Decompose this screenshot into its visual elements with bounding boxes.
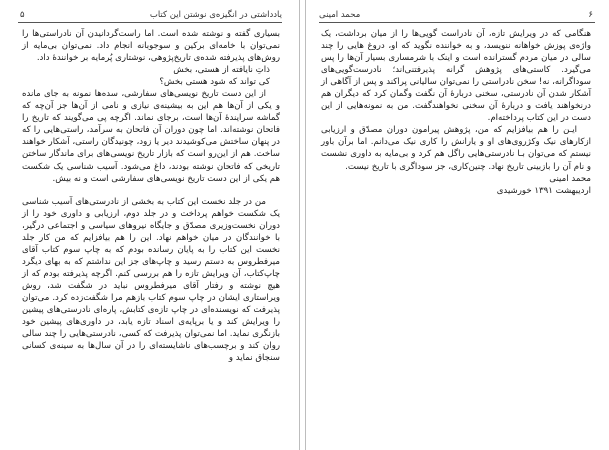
right-header-rule [319, 22, 595, 23]
paragraph: ایـن را هم بیافزایم که من، پژوهش پیرامون دوران مصدّق و ارزیابی ازکارهای نیک وکژروی‌های او و یارانش را کاری نیک می‌دانم. اما برآن باور نیستم که می‌توان بـا نادرستی‌هایی راگل هم کرد و بی‌مایه به داوری نشست و نام آن را بازبینی تاریخ نهاد. چنین‌کاری، جز سوداگری با تاریخ نیست. [321, 125, 591, 172]
verse-line: ذاتِ نایافته از هستی، بخش [173, 65, 270, 76]
right-page [305, 0, 609, 450]
paragraph: بسیاری گفته و نوشته شده است. اما راست‌گردانیدن آن نادراستی‌ها را نمی‌توان با خامه‌ای برکین و سوجوبانه انجام داد. نمی‌توان بی‌مایه از روش‌های پذیرفته شده‌ی تاریخ‌پژوهی، نوشتاری پُرمایه بر خوانندهٔ داد. [22, 29, 280, 64]
gutter-line-left [299, 0, 300, 450]
left-page [0, 0, 300, 450]
paragraph: من در جلد نخست این کتاب به بخشی از نادرستی‌های آسیب شناسی یک شکست خواهم پرداخت و در جلد دوم، ارزیابی و داوری خود را از دوران نخست‌وزیری مصدّق و جایگاه نیروهای سیاسی و اجتماعی درگیر، با خوانندگان در میان خواهم نهاد. این را هم بیافزایم که من کار جلد نخست این کتاب را به پایان رسانده بودم که به چاپ سوم کتاب آقای میرفطروس به دستم رسید و چاپ‌های جز این نداشتم که به بهای دیگرد چاپ‌کتاب، آن ویرایش تازه را هم بررسی کنم. اگرچه پذیرفته بودم که از هیچ نوشته و رفتار آقای میرفطروس نباید در شگفت شد، روش ویراستاری ایشان در چاپ سوم کتاب بازهم مرا شگفت‌زده کرد. می‌توان پذیرفت که نویسنده‌ای در چاپ تازه‌ی کتابش، پاره‌ای نادرستی‌های پیشین را ویرایش کند و یا برپایه‌ی اسناد تازه یابد، در داوری‌های پیشین خود بازنگری نماید. اما نمی‌توان پذیرفت که کسی، نادرستی‌هایی را چند سالی روان کند و برچسب‌های ناشایسته‌ای را در آن سال‌ها به سینه‌ی کسانی سنجاق نماید و [22, 196, 280, 364]
right-page-number: ۶ [588, 10, 593, 20]
right-page-body [321, 28, 591, 197]
left-header-rule [18, 22, 282, 23]
left-running-head: یادداشتی در انگیزه‌ی نوشتن این کتاب [149, 10, 282, 20]
left-page-number: ۵ [20, 10, 25, 20]
right-running-head: محمد امینی [319, 10, 361, 20]
verse-line: کی تواند که شود هستی بخش؟ [159, 77, 270, 88]
left-page-body [22, 28, 280, 364]
signature-date: اردیبهشت ۱۳۹۱ خورشیدی [496, 185, 591, 196]
paragraph: از این دست تاریخ نویسی‌های سفارشی، سده‌ها نمونه به جای مانده و یکی از آن‌ها هم این به بیشینه‌ی نیازی و نامی از آن‌ها جز آن‌چه که گماشه سرایندهٔ آن‌ها است، برجای نماند. اگرچه پی می‌گویند که تاریخ را فاتحان نوشته‌اند. اما چون دوران آن فاتحان به سرآمد، راستی‌هایی را که در پنهان ساختش می‌کوشیدند دیر یا زود، چونیدگان راستی، آشکار خواهند ساخت. هم از این‌رو است که بازار تاریخ نویسی‌های برای ماندگار ساختن تاریخی که فاتحان نوشته بودند، داغ می‌شود. آسیب شناسی یک شکست هم یکی از این دست تاریخ نویسی‌های سفارشی است و نه بیش. [22, 89, 280, 184]
author-signature: محمد امینی [549, 173, 591, 184]
paragraph: هنگامی که در ویرایش تازه، آن نادراست گویی‌ها را از میان برداشت، یک واژه‌ی پوزش خواهانه ننویسد، و به خواننده نگوید که او، دروغ هایی را چند سالی در میان مردم گسترانده است و اینک با شرمساری بسیار آن‌ها را پس می‌گیرد. کاستی‌های پژوهش گرانه پذیرفتنی‌اند؛ نادرست‌گویی‌های سوداگرانه، نه! سخن نادراستی را نمی‌توان سالیانی پراکند و پس از آگاهی از آشکار شدن آن نادرستی، سخنی دربارهٔ آن نگفت وگمان کرد که دیگران هم درنخواهند یافت و دربارهٔ آن سخنی نخواهندگفت. من به نمونه‌هایی از این دست در این کتاب پرداخته‌ام. [321, 29, 591, 124]
